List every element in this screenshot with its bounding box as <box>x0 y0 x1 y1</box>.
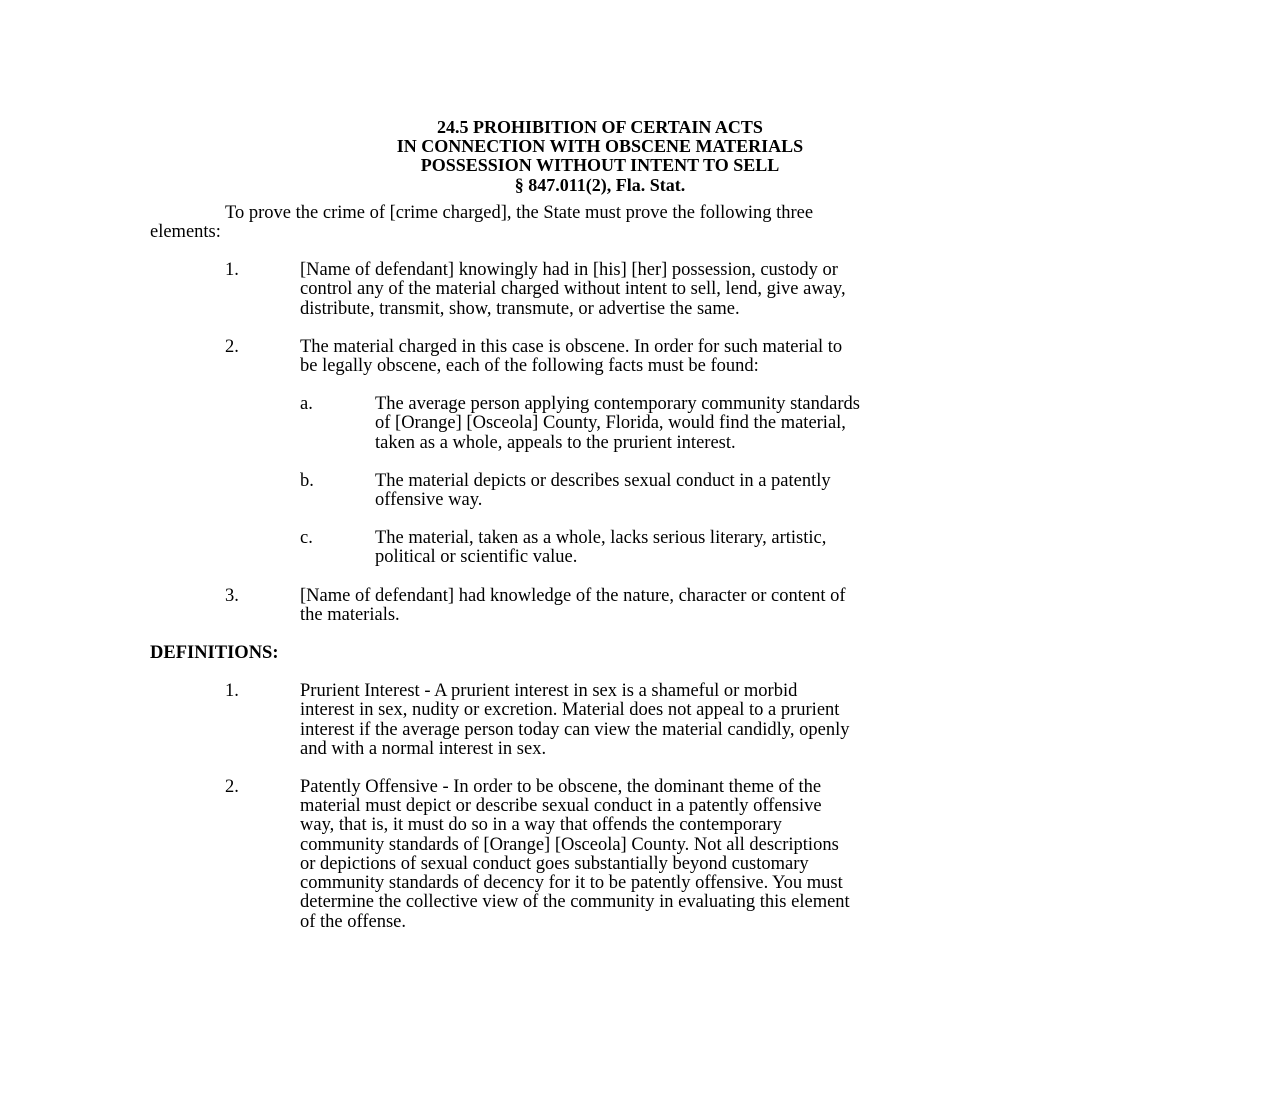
definition-line: community standards of decency for it to be patently offensive. You must <box>300 873 843 894</box>
element-item <box>150 338 1050 376</box>
sub-element-line: The material depicts or describes sexual conduct in a patently <box>375 470 831 491</box>
definition-item <box>150 778 1050 932</box>
element-line: The material charged in this case is obscene. In order for such material to <box>300 336 843 357</box>
element-line: the materials. <box>300 604 400 625</box>
sub-element-line: political or scientific value. <box>375 547 578 568</box>
definition-line: determine the collective view of the community in evaluating this element <box>300 892 850 913</box>
definition-line: way, that is, it must do so in a way that offends the contemporary <box>300 815 782 836</box>
sub-element-line: taken as a whole, appeals to the prurient interest. <box>375 432 736 453</box>
definition-item <box>150 682 1050 759</box>
sub-element-letter: a. <box>300 394 313 415</box>
title-line: 24.5 PROHIBITION OF CERTAIN ACTS <box>437 117 763 137</box>
element-number: 3. <box>225 585 239 606</box>
element-line: distribute, transmit, show, transmute, or advertise the same. <box>300 298 740 319</box>
definition-line: Patently Offensive - In order to be obscene, the dominant theme of the <box>300 777 822 798</box>
title-statute: § 847.011(2), Fla. Stat. <box>514 174 686 195</box>
sub-element-letter: b. <box>300 470 314 491</box>
sub-element-line: The average person applying contemporary community standards <box>375 394 860 415</box>
definition-line: of the offense. <box>300 911 406 932</box>
definition-line: material must depict or describe sexual conduct in a patently offensive <box>300 796 822 817</box>
definition-line: or depictions of sexual conduct goes substantially beyond customary <box>300 853 809 874</box>
element-line: control any of the material charged without intent to sell, lend, give away, <box>300 279 846 300</box>
sub-element-item <box>150 395 1050 453</box>
definitions-heading: DEFINITIONS: <box>150 643 279 664</box>
element-line: [Name of defendant] knowingly had in [his] [her] possession, custody or <box>300 260 838 281</box>
document-title <box>150 118 1050 195</box>
element-number: 1. <box>225 260 239 281</box>
sub-element-item <box>150 472 1050 510</box>
intro-line: elements: <box>150 222 221 243</box>
element-item <box>150 261 1050 319</box>
definition-number: 2. <box>225 777 239 798</box>
sub-element-line: The material, taken as a whole, lacks serious literary, artistic, <box>375 528 827 549</box>
intro-paragraph <box>150 204 1050 242</box>
element-number: 2. <box>225 336 239 357</box>
sub-element-item <box>150 529 1050 567</box>
title-line: IN CONNECTION WITH OBSCENE MATERIALS <box>396 136 804 157</box>
sub-element-line: offensive way. <box>375 490 483 511</box>
intro-line: To prove the crime of [crime charged], the State must prove the following three <box>225 202 814 223</box>
document-page <box>150 118 1050 932</box>
definition-line: and with a normal interest in sex. <box>300 738 547 759</box>
title-line: POSSESSION WITHOUT INTENT TO SELL <box>420 155 780 176</box>
definition-number: 1. <box>225 681 239 702</box>
definition-line: interest in sex, nudity or excretion. Material does not appeal to a prurient <box>300 700 840 721</box>
sub-element-letter: c. <box>300 528 313 549</box>
element-item <box>150 587 1050 625</box>
sub-element-line: of [Orange] [Osceola] County, Florida, would find the material, <box>375 413 846 434</box>
definition-line: community standards of [Orange] [Osceola] County. Not all descriptions <box>300 834 839 855</box>
definition-line: Prurient Interest - A prurient interest in sex is a shameful or morbid <box>300 681 798 702</box>
element-line: [Name of defendant] had knowledge of the nature, character or content of <box>300 585 846 606</box>
definition-line: interest if the average person today can view the material candidly, openly <box>300 719 850 740</box>
element-line: be legally obscene, each of the following facts must be found: <box>300 356 759 377</box>
